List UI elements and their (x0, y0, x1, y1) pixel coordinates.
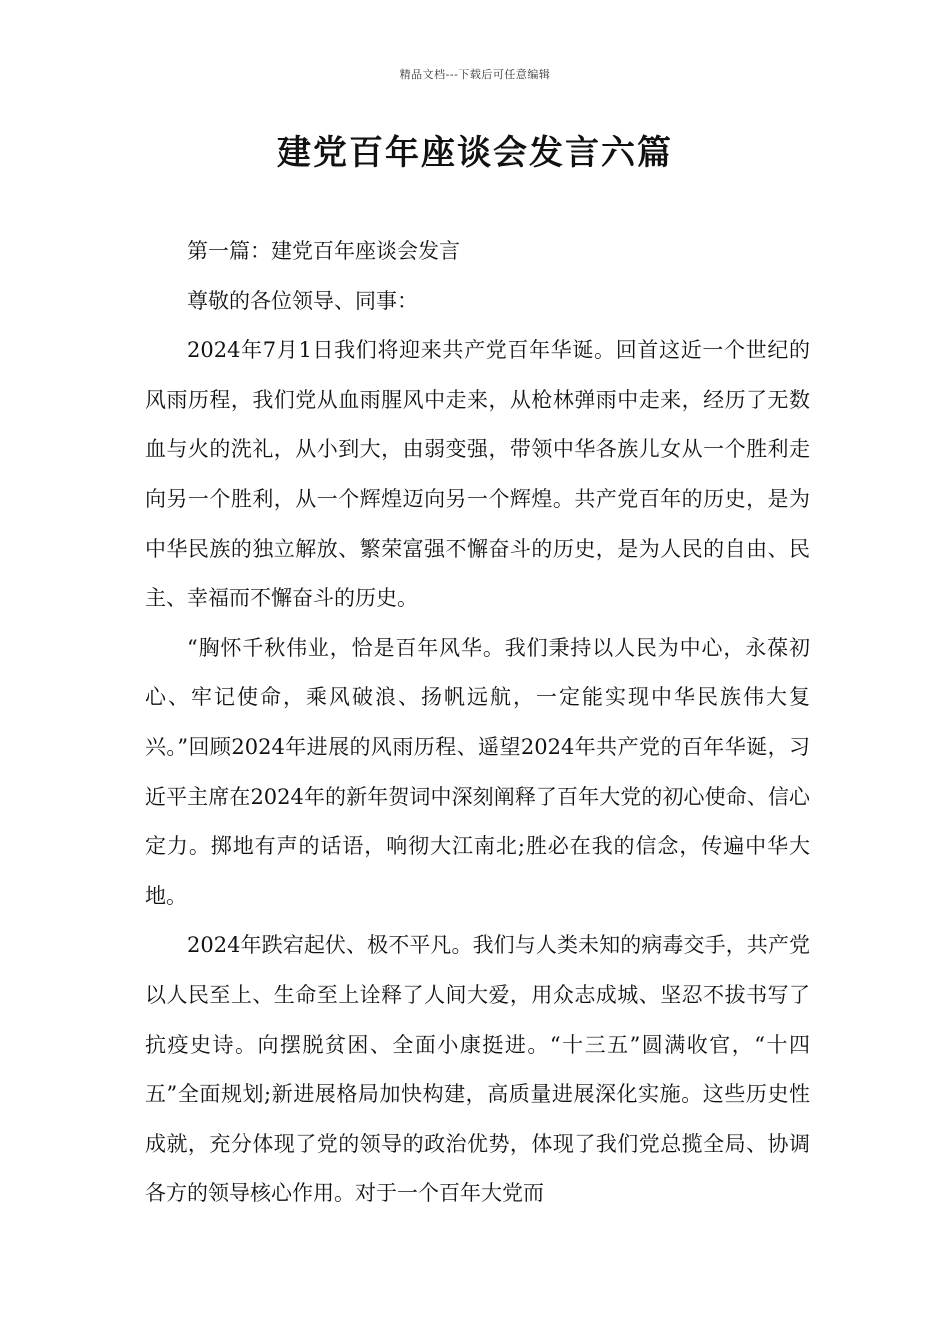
body-paragraph: “胸怀千秋伟业，恰是百年风华。我们秉持以人民为中心，永葆初心、牢记使命，乘风破浪、扬帆远航，一定能实现中华民族伟大复兴。”回顾2024年进展的风雨历程、遥望2024年共产党的百年华诞，习近平主席在2024年的新年贺词中深刻阐释了百年大党的初心使命、信心定力。掷地有声的话语，响彻大江南北;胜必在我的信念，传遍中华大地。 (145, 635, 810, 908)
section-heading: 第一篇：建党百年座谈会发言 (187, 239, 460, 263)
header-note: 精品文档---下载后可任意编辑 (399, 68, 551, 81)
body-paragraph: 2024年7月1日我们将迎来共产党百年华诞。回首这近一个世纪的风雨历程，我们党从血雨腥风中走来，从枪林弹雨中走来，经历了无数血与火的洗礼，从小到大，由弱变强，带领中华各族儿女从一个胜利走向另一个胜利，从一个辉煌迈向另一个辉煌。共产党百年的历史，是为中华民族的独立解放、繁荣富强不懈奋斗的历史，是为人民的自由、民主、幸福而不懈奋斗的历史。 (145, 338, 810, 611)
document-body (145, 227, 810, 1219)
salutation: 尊敬的各位领导、同事： (187, 288, 418, 313)
body-paragraph: 2024年跌宕起伏、极不平凡。我们与人类未知的病毒交手，共产党以人民至上、生命至上诠释了人间大爱，用众志成城、坚忍不拔书写了抗疫史诗。向摆脱贫困、全面小康挺进。“十三五”圆满收官，“十四五”全面规划;新进展格局加快构建，高质量进展深化实施。这些历史性成就，充分体现了党的领导的政治优势，体现了我们党总揽全局、协调各方的领导核心作用。对于一个百年大党而 (145, 933, 810, 1206)
document-title: 建党百年座谈会发言六篇 (277, 133, 673, 173)
